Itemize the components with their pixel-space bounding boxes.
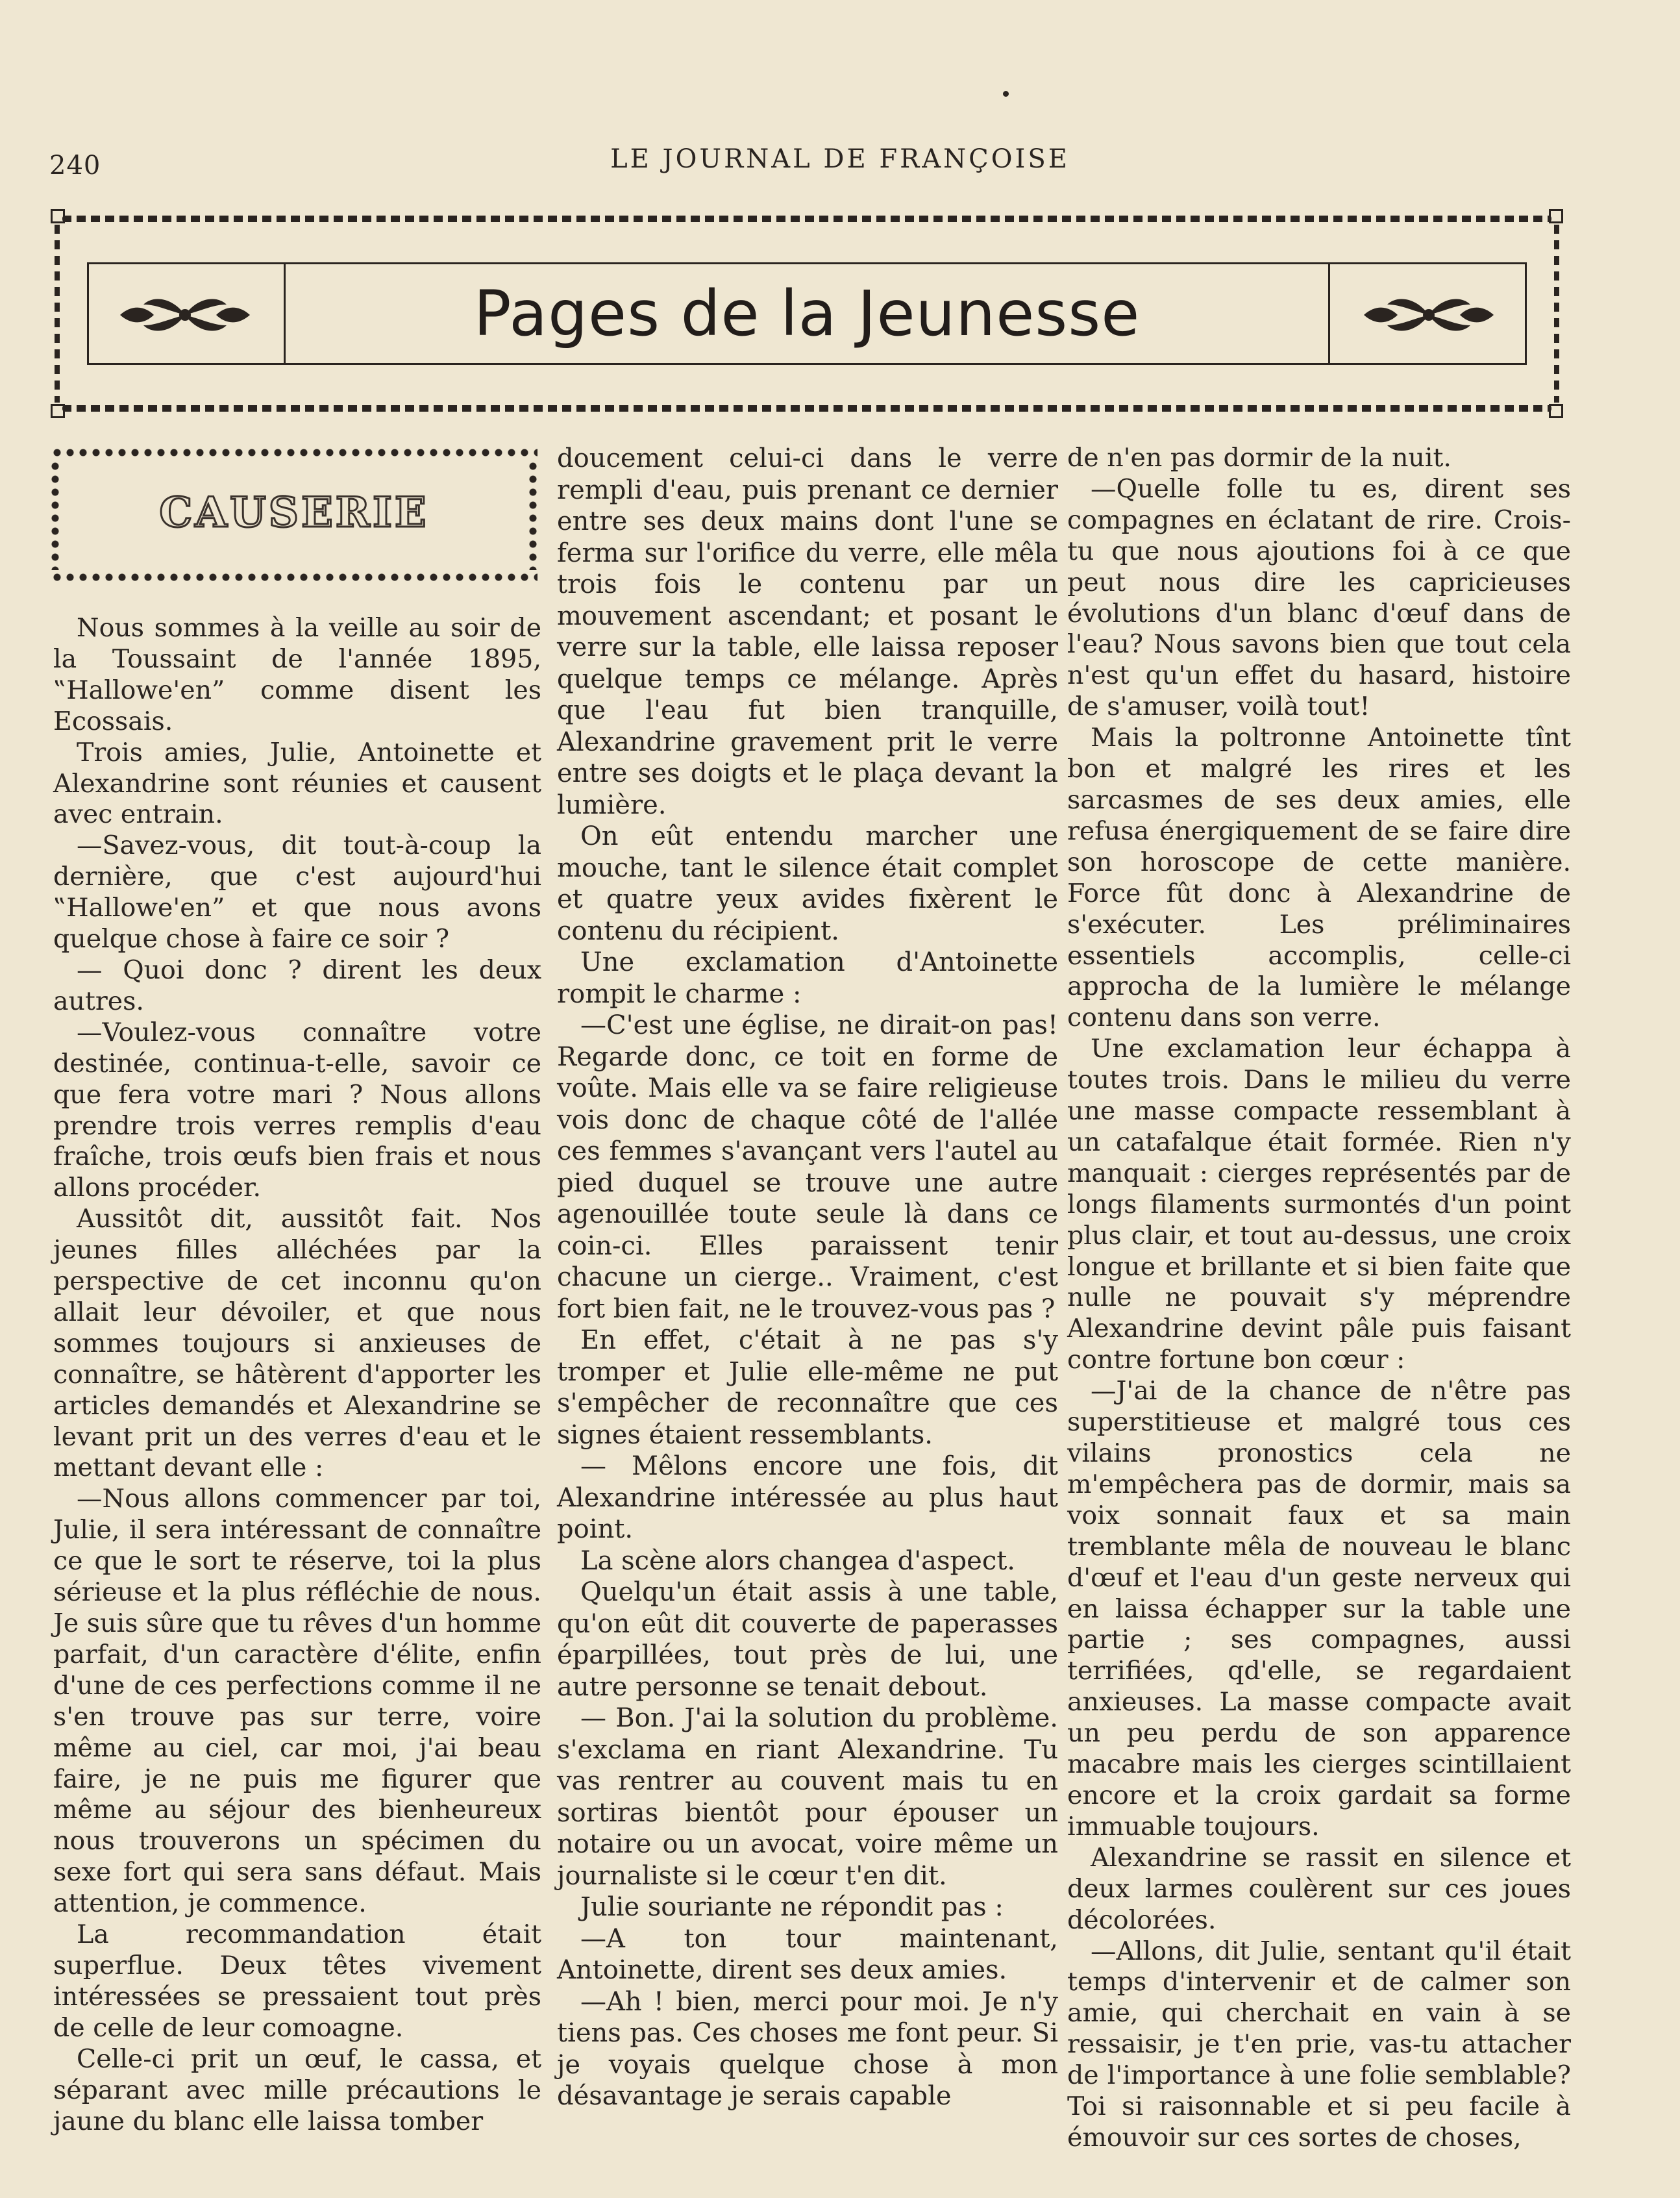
paragraph: —A ton tour maintenant, Antoinette, dirent ses deux amies.: [557, 1923, 1058, 1985]
causerie-heading-frame: [51, 448, 537, 582]
banner-title-frame: [87, 262, 1527, 365]
section-banner: [51, 209, 1563, 418]
paragraph: —Savez-vous, dit tout-à-coup la dernière, que c'est aujourd'hui ‟Hallowe'en” et que nous avons quelque chose à faire ce soir ?: [53, 830, 541, 955]
paragraph: Celle-ci prit un œuf, le cassa, et séparant avec mille précautions le jaune du blanc elle laissa tomber: [53, 2043, 541, 2136]
dotted-rule-bottom: [51, 573, 537, 582]
paragraph: —Nous allons commencer par toi, Julie, il sera intéressant de connaître ce que le sort te réserve, toi la plus sérieuse et la plus réfléchie de nous. Je suis sûre que tu rêves d'un homme parfait, d'un caractère d'élite, enfin d'une de ces perfections comme il ne s'en trouve pas sur terre, voire même au ciel, car moi, j'ai beau faire, je ne puis me figurer que même au séjour des bienheureux nous trouverons un spécimen du sexe fort qui sera sans défaut. Mais attention, je commence.: [53, 1484, 541, 1919]
paragraph: — Mêlons encore une fois, dit Alexandrine intéressée au plus haut point.: [557, 1451, 1058, 1544]
paragraph: de n'en pas dormir de la nuit.: [1067, 443, 1451, 473]
corner-ornament-icon: [1549, 209, 1563, 223]
paragraph: —J'ai de la chance de n'être pas superstitieuse et malgré tous ces vilains pronostics cela ne m'empêchera pas de dormir, mais sa voix sonnait faux et sa main tremblante mêla de nouveau le blanc d'œuf et l'eau d'un geste nerveux qui en laissa échapper sur la table une partie ; ses compagnes, aussi terrifiées, qd'elle, se regardaient anxieuses. La masse compacte avait un peu perdu de son apparence macabre mais les cierges scintillaient encore et la croix gardait sa forme immuable toujours.: [1067, 1376, 1571, 1842]
paragraph: Mais la poltronne Antoinette tînt bon et malgré les rires et les sarcasmes de ses deux amies, elle refusa énergiquement de se faire dire son horoscope de cette manière. Force fût donc à Alexandrine de s'exécuter. Les préliminaires essentiels accomplis, celle-ci approcha de la lumière le mélange contenu dans son verre.: [1067, 723, 1571, 1033]
paragraph: La recommandation était superflue. Deux têtes vivement intéressées se pressaient tout près de celle de leur comoagne.: [53, 1919, 541, 2043]
paragraph: Une exclamation d'Antoinette rompit le charme :: [557, 947, 1058, 1009]
banner-bottom-rule: [62, 405, 1551, 412]
paragraph: —Voulez-vous connaître votre destinée, continua-t-elle, savoir ce que fera votre mari ? Nous allons prendre trois verres remplis d'eau fraîche, trois œufs bien frais et nous allons procéder.: [53, 1017, 541, 1203]
paragraph: Trois amies, Julie, Antoinette et Alexandrine sont réunies et causent avec entrain.: [53, 737, 541, 830]
banner-top-rule: [62, 216, 1551, 222]
paragraph: Une exclamation leur échappa à toutes trois. Dans le milieu du verre une masse compacte ressemblant à un catafalque était formée. Rien n'y manquait : cierges représentés par de longs filaments surmontés d'un point plus clair, et tout au-dessus, une croix longue et brillante et si bien faite que nulle ne pouvait s'y méprendre Alexandrine devint pâle puis faisant contre fortune bon cœur :: [1067, 1034, 1571, 1375]
paragraph: Aussitôt dit, aussitôt fait. Nos jeunes filles alléchées par la perspective de cet inconnu qu'on allait leur dévoiler, et que nous sommes toujours si anxieuses de connaître, se hâtèrent d'apporter les articles demandés et Alexandrine se levant prit un des verres d'eau et le mettant devant elle :: [53, 1204, 541, 1483]
corner-ornament-icon: [51, 404, 65, 418]
paragraph: —Ah ! bien, merci pour moi. Je n'y tiens pas. Ces choses me font peur. Si je voyais quelque chose à mon désavantage je serais capable: [557, 1986, 1058, 2111]
paragraph: Julie souriante ne répondit pas :: [580, 1892, 1004, 1922]
paragraph: La scène alors changea d'aspect.: [580, 1545, 1016, 1576]
dotted-rule-top: [51, 448, 537, 457]
paragraph: En effet, c'était à ne pas s'y tromper et Julie elle-même ne put s'empêcher de reconnaître que ces signes étaient ressemblants.: [557, 1325, 1058, 1450]
banner-left-rule: [55, 225, 60, 403]
paragraph: Quelqu'un était assis à une table, qu'on eût dit couverte de paperasses éparpillées, tout près de lui, une autre personne se tenait debout.: [557, 1577, 1058, 1702]
paragraph: —Allons, dit Julie, sentant qu'il était temps d'intervenir et de calmer son amie, qui cherchait en vain à se ressaisir, je t'en prie, vas-tu attacher de l'importance à une folie semblable? Toi si raisonnable et si peu facile à émouvoir sur ces sortes de choses,: [1067, 1936, 1571, 2153]
paragraph: Alexandrine se rassit en silence et deux larmes coulèrent sur ces joues décolorées.: [1067, 1842, 1571, 1935]
text-column-3: [1067, 443, 1571, 2154]
banner-right-rule: [1554, 225, 1559, 403]
paragraph: Nous sommes à la veille au soir de la Toussaint de l'année 1895, ‟Hallowe'en” comme disent les Ecossais.: [53, 613, 541, 736]
section-title: CAUSERIE: [159, 488, 429, 537]
paragraph: doucement celui-ci dans le verre rempli d'eau, puis prenant ce dernier entre ses deux mains dont l'une se ferma sur l'orifice du verre, elle mêla trois fois le contenu par un mouvement ascendant; et posant le verre sur la table, elle laissa reposer quelque temps ce mélange. Après que l'eau fut bien tranquille, Alexandrine gravement prit le verre entre ses doigts et le plaça devant la lumière.: [557, 443, 1058, 820]
paragraph: On eût entendu marcher une mouche, tant le silence était complet et quatre yeux avides fixèrent le contenu du récipient.: [557, 821, 1058, 946]
paragraph: — Bon. J'ai la solution du problème. s'exclama en riant Alexandrine. Tu vas rentrer au couvent mais tu en sortiras bientôt pour épouser un notaire ou un avocat, voire même un journaliste si le cœur t'en dit.: [557, 1703, 1058, 1891]
paragraph: —C'est une église, ne dirait-on pas! Regarde donc, ce toit en forme de voûte. Mais elle va se faire religieuse vois donc de chaque côté de l'allée ces femmes s'avançant vers l'autel au pied duquel se trouve une autre agenouillée toute seule là dans ce coin-ci. Elles paraissent tenir chacune un cierge.. Vraiment, c'est fort bien fait, ne le trouvez-vous pas ?: [557, 1010, 1058, 1324]
text-column-1: [53, 613, 541, 2137]
banner-title: Pages de la Jeunesse: [473, 277, 1141, 350]
ink-speck: [1003, 91, 1009, 97]
text-column-2: [557, 443, 1058, 2112]
paragraph: — Quoi donc ? dirent les deux autres.: [53, 955, 541, 1016]
running-title: LE JOURNAL DE FRANÇOISE: [610, 144, 1070, 174]
corner-ornament-icon: [51, 209, 65, 223]
corner-ornament-icon: [1549, 404, 1563, 418]
page-number: 240: [49, 151, 101, 181]
paragraph: —Quelle folle tu es, dirent ses compagnes en éclatant de rire. Crois-tu que nous ajoutions foi à ce que peut nous dire les capricieuses évolutions d'un blanc d'œuf dans de l'eau? Nous savons bien que tout cela n'est qu'un effet du hasard, histoire de s'amuser, voilà tout!: [1067, 473, 1571, 722]
